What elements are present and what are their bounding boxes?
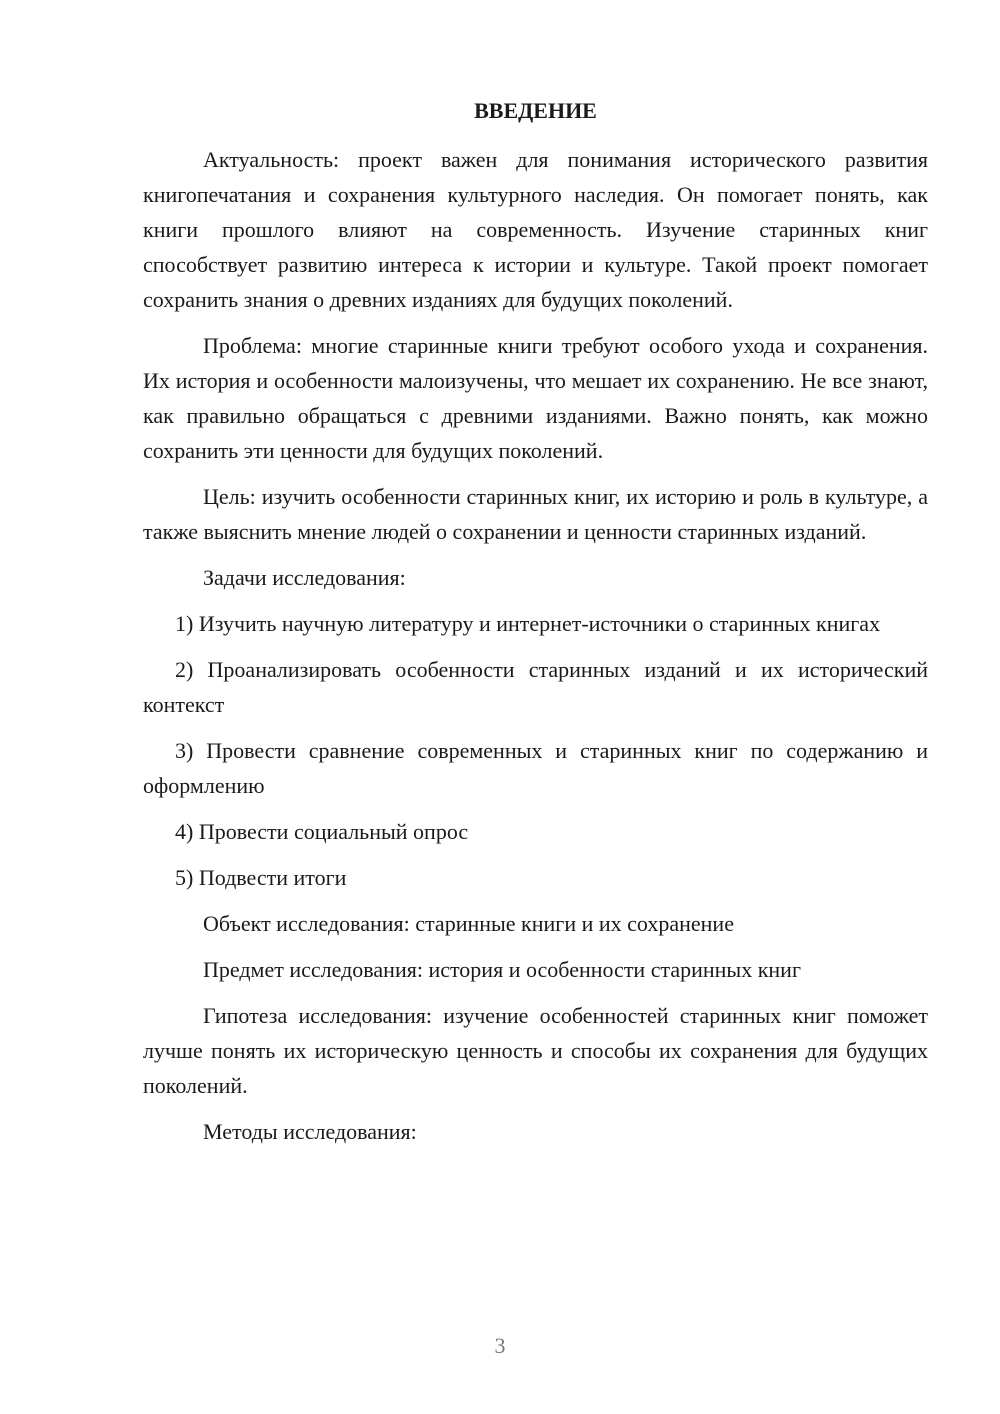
hypothesis-paragraph: Гипотеза исследования: изучение особенностей старинных книг поможет лучше понять их историческую ценность и способы их сохранения для будущих поколений.	[143, 1003, 928, 1098]
task-item: 3) Провести сравнение современных и старинных книг по содержанию и оформлению	[143, 738, 928, 798]
task-item: 1) Изучить научную литературу и интернет-источники о старинных книгах	[175, 611, 881, 636]
relevance-paragraph: Актуальность: проект важен для понимания исторического развития книгопечатания и сохранения культурного наследия. Он помогает понять, как книги прошлого влияют на современность. Изучение старинных книг способствует развитию интереса к истории и культуре. Такой проект помогает сохранить знания о древних изданиях для будущих поколений.	[143, 147, 928, 312]
tasks-list	[143, 606, 928, 895]
tasks-heading: Задачи исследования:	[203, 565, 406, 590]
task-item: 5) Подвести итоги	[175, 865, 347, 890]
goal-paragraph: Цель: изучить особенности старинных книг, их историю и роль в культуре, а также выяснить мнение людей о сохранении и ценности старинных изданий.	[143, 484, 928, 544]
document-page	[143, 94, 928, 1160]
task-item: 2) Проанализировать особенности старинных изданий и их исторический контекст	[143, 657, 928, 717]
section-title: ВВЕДЕНИЕ	[474, 98, 597, 123]
problem-paragraph: Проблема: многие старинные книги требуют особого ухода и сохранения. Их история и особенности малоизучены, что мешает их сохранению. Не все знают, как правильно обращаться с древними изданиями. Важно понять, как можно сохранить эти ценности для будущих поколений.	[143, 333, 928, 463]
task-item: 4) Провести социальный опрос	[175, 819, 469, 844]
methods-heading: Методы исследования:	[203, 1119, 417, 1144]
page-number: 3	[494, 1333, 506, 1358]
research-subject: Предмет исследования: история и особенности старинных книг	[203, 957, 801, 982]
research-object: Объект исследования: старинные книги и их сохранение	[203, 911, 734, 936]
